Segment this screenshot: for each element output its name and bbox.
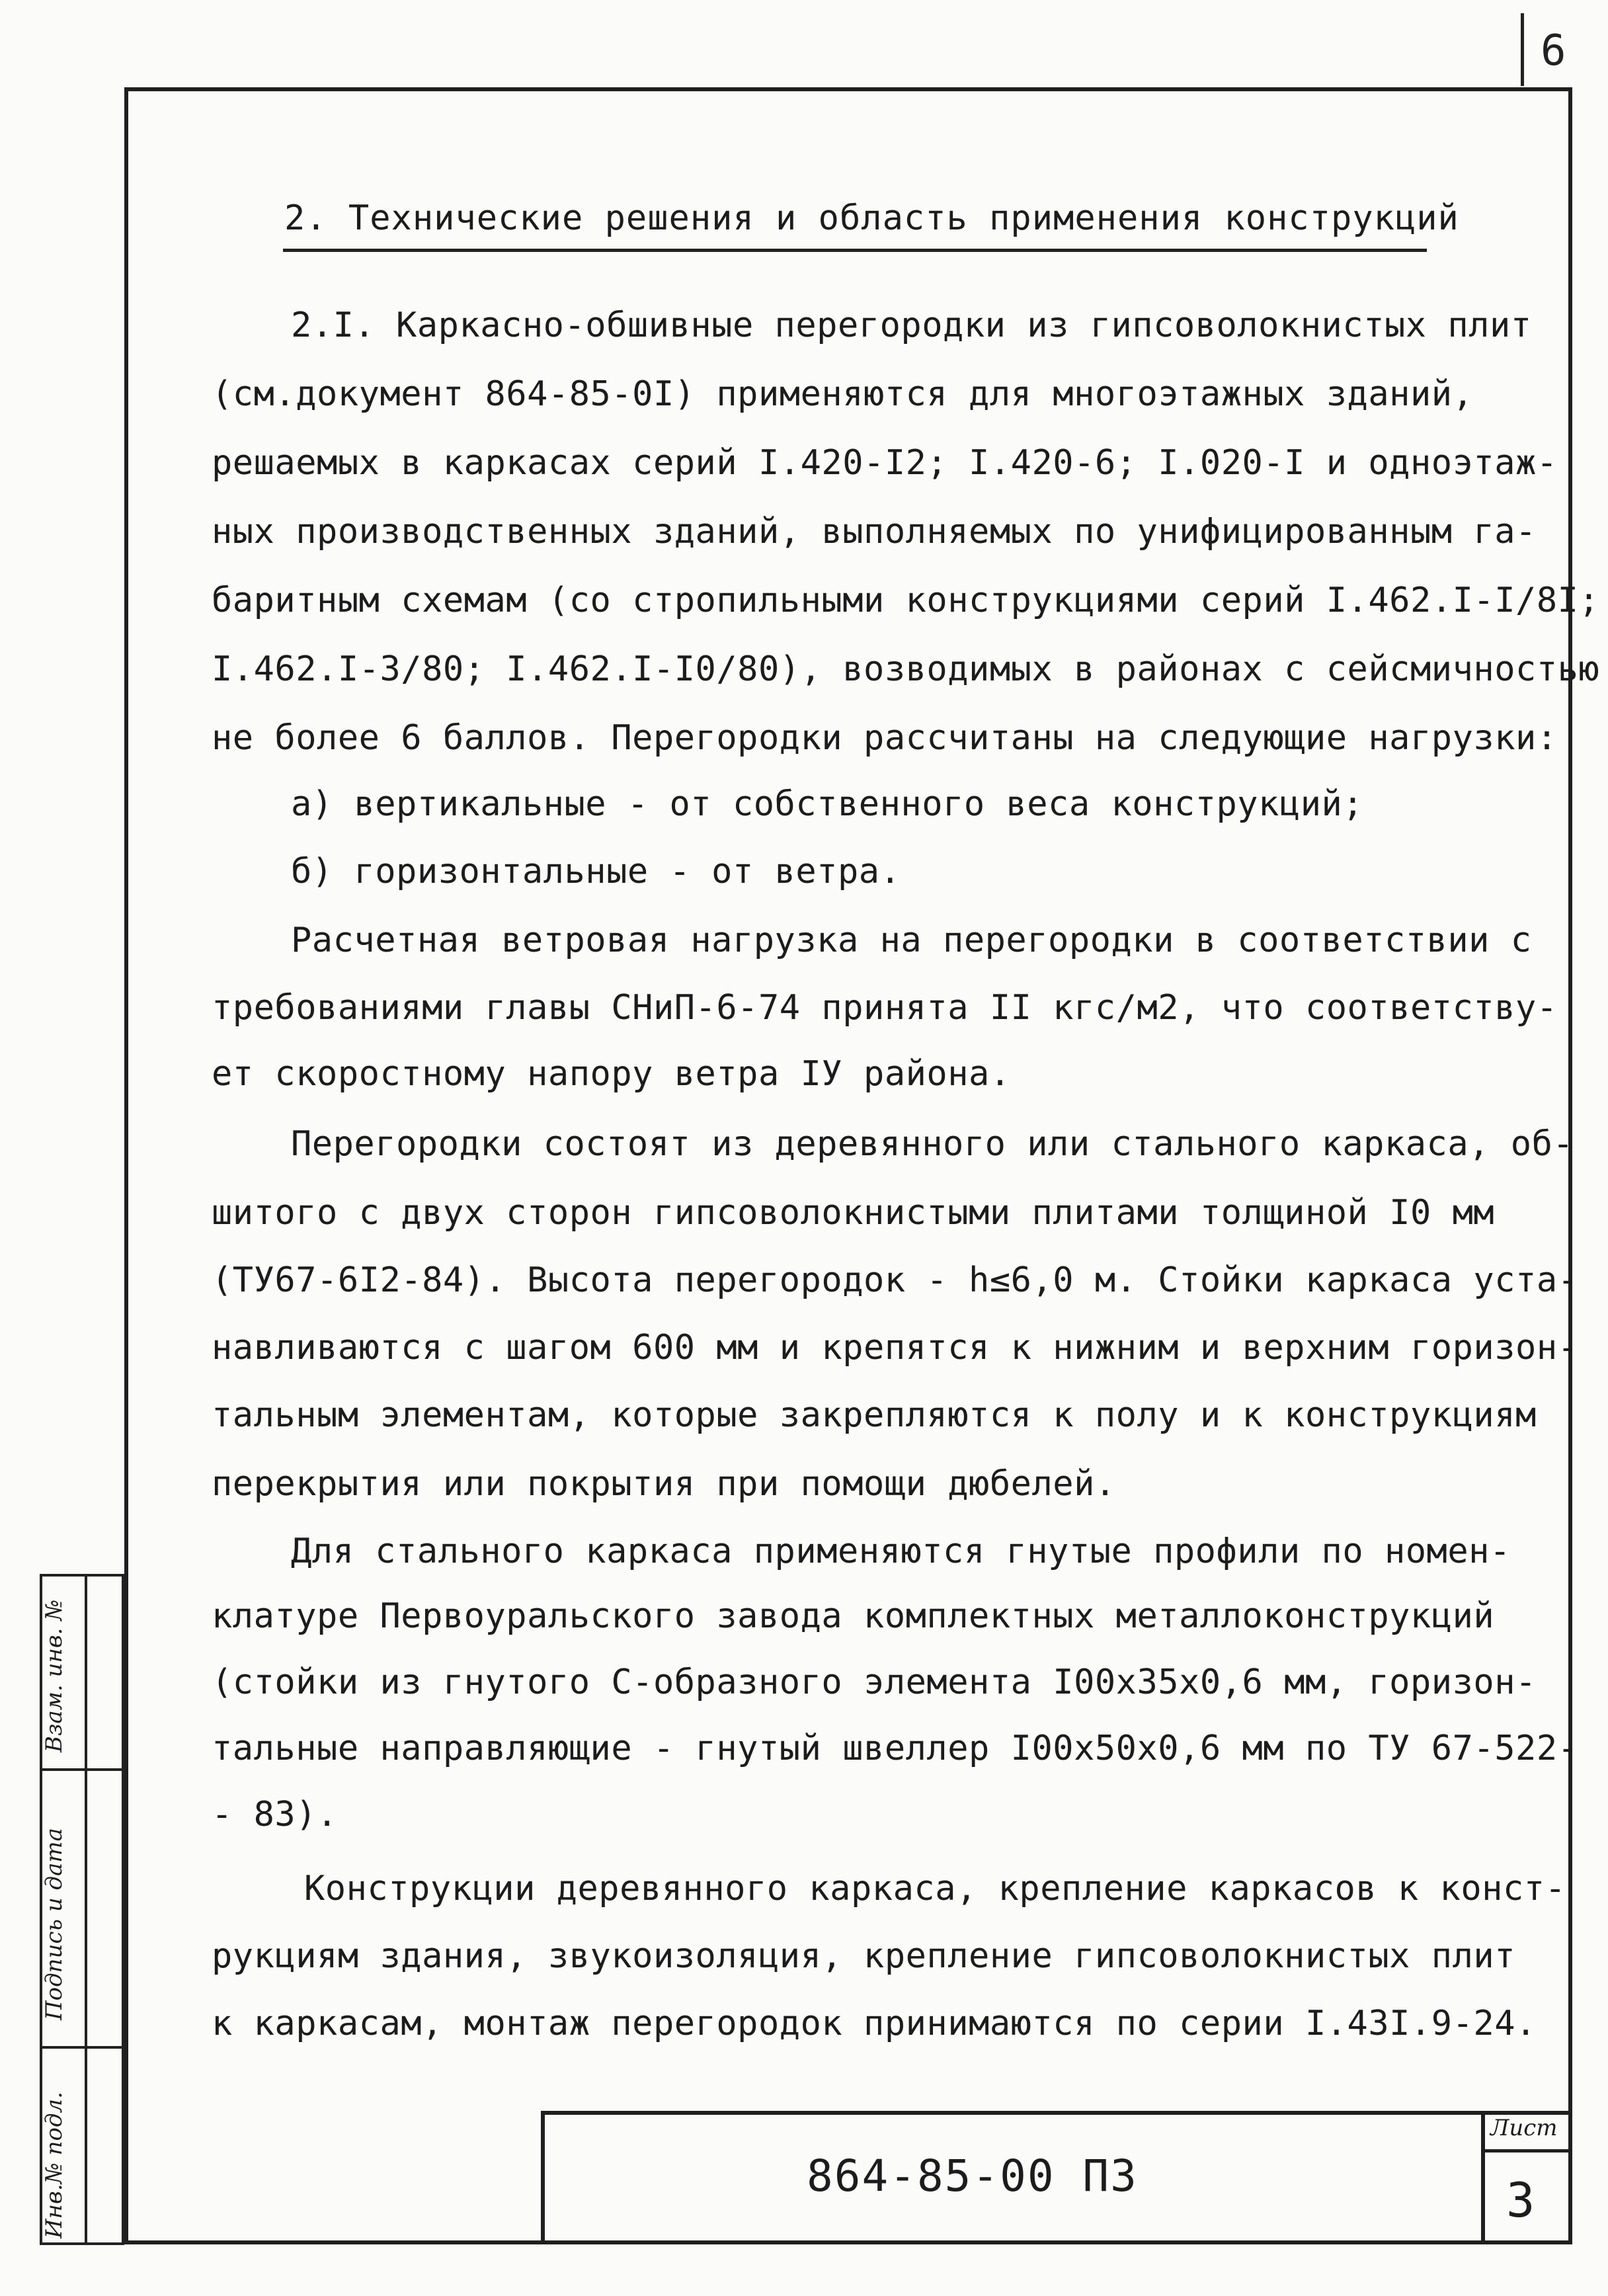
text-line: перекрытия или покрытия при помощи дюбелей. <box>212 1464 1116 1504</box>
side-strip-row-divider <box>42 1768 122 1771</box>
sheet-divider <box>1481 2149 1572 2152</box>
page-number: 6 <box>1541 26 1566 75</box>
text-line: не более 6 баллов. Перегородки рассчитаны на следующие нагрузки: <box>212 718 1558 758</box>
text-line: I.462.I-3/80; I.462.I-I0/80), возводимых в районах с сейсмичностью <box>212 649 1600 689</box>
text-line: ных производственных зданий, выполняемых по унифицированным га- <box>212 512 1537 552</box>
section-heading: 2. Технические решения и область применения конструкций <box>284 198 1459 238</box>
text-line: (см.документ 864-85-0I) применяются для многоэтажных зданий, <box>212 374 1474 414</box>
text-line: решаемых в каркасах серий I.420-I2; I.420-6; I.020-I и одноэтаж- <box>212 443 1558 483</box>
sheet-number: 3 <box>1506 2172 1535 2228</box>
side-label-inventory-original: Инв.№ подл. <box>41 2092 67 2238</box>
text-line: а) вертикальные - от собственного веса конструкций; <box>291 784 1364 824</box>
text-line: шитого с двух сторон гипсоволокнистыми плитами толщиной I0 мм <box>212 1193 1495 1233</box>
text-line: 2.I. Каркасно-обшивные перегородки из гипсоволокнистых плит <box>291 306 1532 345</box>
text-line: требованиями главы СНиП-6-74 принята II кгс/м2, что соответству- <box>212 988 1558 1028</box>
text-line: тальные направляющие - гнутый швеллер I00х50х0,6 мм по ТУ 67-522- <box>212 1729 1579 1768</box>
side-label-signature-date: Подпись и дата <box>41 1828 67 2020</box>
side-strip-row-divider <box>42 2046 122 2049</box>
text-line: (ТУ67-6I2-84). Высота перегородок - h≤6,0 м. Стойки каркаса уста- <box>212 1260 1579 1300</box>
text-line: навливаются с шагом 600 мм и крепятся к нижним и верхним горизон- <box>212 1328 1579 1368</box>
top-tick-mark <box>1521 13 1524 86</box>
sheet-label: Лист <box>1490 2115 1558 2141</box>
text-line: к каркасам, монтаж перегородок принимаются по серии I.43I.9-24. <box>212 2004 1537 2043</box>
text-line: баритным схемам (со стропильными конструкциями серий I.462.I-I/8I; <box>212 581 1600 620</box>
text-line: (стойки из гнутого С-образного элемента I00х35х0,6 мм, горизон- <box>212 1662 1537 1702</box>
text-line: тальным элементам, которые закрепляются к полу и к конструкциям <box>212 1395 1537 1435</box>
text-line: рукциям здания, звукоизоляция, крепление гипсоволокнистых плит <box>212 1936 1516 1976</box>
text-line: Конструкции деревянного каркаса, крепление каркасов к конст- <box>304 1869 1566 1908</box>
text-line: Расчетная ветровая нагрузка на перегородки в соответствии с <box>291 921 1532 960</box>
text-line: - 83). <box>212 1795 338 1834</box>
text-line: б) горизонтальные - от ветра. <box>291 852 901 891</box>
text-line: ет скоростному напору ветра IУ района. <box>212 1054 1011 1094</box>
text-line: Для стального каркаса применяются гнутые профили по номен- <box>291 1532 1511 1571</box>
document-code: 864-85-00 ПЗ <box>807 2151 1138 2201</box>
heading-underline <box>283 249 1427 252</box>
side-strip-column-divider <box>85 1577 87 2242</box>
side-label-inventory-replacement: Взам. инв. № <box>41 1599 67 1752</box>
text-line: Перегородки состоят из деревянного или стального каркаса, об- <box>291 1124 1574 1164</box>
text-line: клатуре Первоуральского завода комплектных металлоконструкций <box>212 1596 1495 1636</box>
